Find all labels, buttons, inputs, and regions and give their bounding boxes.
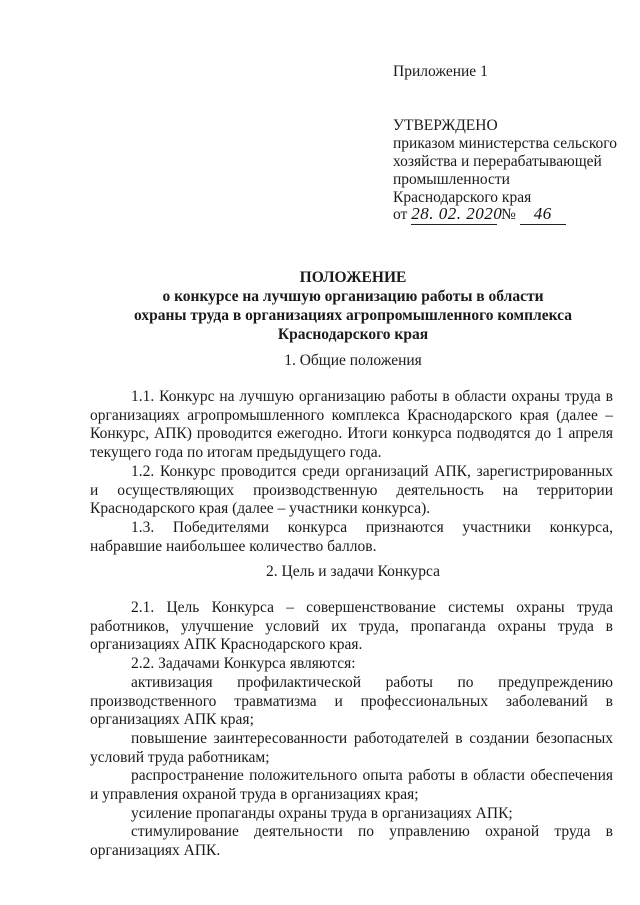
- approved-label: УТВЕРЖДЕНО: [393, 117, 498, 134]
- section-2-body: [90, 599, 613, 861]
- title-subline-3: Краснодарского края: [277, 326, 429, 343]
- order-line-2: хозяйства и перерабатывающей: [393, 153, 602, 170]
- paragraph-2-2: 2.2. Задачами Конкурса являются:: [131, 655, 356, 673]
- number-field: [520, 205, 566, 225]
- task-item-4: усиление пропаганды охраны труда в организациях АПК;: [131, 804, 513, 822]
- title-subline-2: охраны труда в организациях агропромышленного комплекса: [134, 307, 572, 324]
- number-prefix: №: [501, 206, 516, 223]
- paragraph-1-2: 1.2. Конкурс проводится среди организаций АПК, зарегистрированных и осуществляющих производственную деятельность на территории Краснодарского края (далее – участники конкурса).: [90, 462, 613, 518]
- paragraph-2-1: 2.1. Цель Конкурса – совершенствование системы охраны труда работников, улучшение условий их труда, пропаганда охраны труда в организациях АПК Краснодарского края.: [90, 599, 613, 654]
- title-subline-1: о конкурсе на лучшую организацию работы в области: [162, 288, 544, 305]
- document-title: ПОЛОЖЕНИЕ: [299, 269, 407, 286]
- section-2-heading: 2. Цель и задачи Конкурса: [266, 563, 440, 580]
- handwritten-date: 28. 02. 2020: [411, 204, 503, 223]
- task-item-2: повышение заинтересованности работодателей в создании безопасных условий труда работникам;: [90, 729, 613, 766]
- task-item-3: распространение положительного опыта работы в области обеспечения и управления охраной труда в организациях края;: [90, 767, 613, 804]
- order-date-line: [393, 205, 566, 225]
- task-item-1: активизация профилактической работы по предупреждению производственного травматизма и профессиональных заболеваний в организациях АПК края;: [90, 673, 613, 729]
- section-1-heading: 1. Общие положения: [284, 352, 422, 369]
- paragraph-1-3: 1.3. Победителями конкурса признаются участники конкурса, набравшие наибольшее количество баллов.: [90, 518, 613, 555]
- from-prefix: от: [393, 206, 408, 223]
- order-line-4: Краснодарского края: [393, 189, 532, 206]
- date-field: [411, 204, 503, 225]
- appendix-label: Приложение 1: [393, 63, 488, 80]
- order-line-3: промышленности: [393, 171, 510, 188]
- section-1-body: [90, 388, 613, 556]
- paragraph-1-1: 1.1. Конкурс на лучшую организацию работы в области охраны труда в организациях агропромышленного комплекса Краснодарского края (далее – Конкурс, АПК) проводится ежегодно. Итоги конкурса подводятся до 1 апреля текущего года по итогам предыдущего года.: [90, 388, 613, 462]
- task-item-5: стимулирование деятельности по управлению охраной труда в организациях АПК.: [90, 823, 613, 860]
- handwritten-number: 46: [533, 204, 552, 223]
- order-line-1: приказом министерства сельского: [393, 135, 618, 152]
